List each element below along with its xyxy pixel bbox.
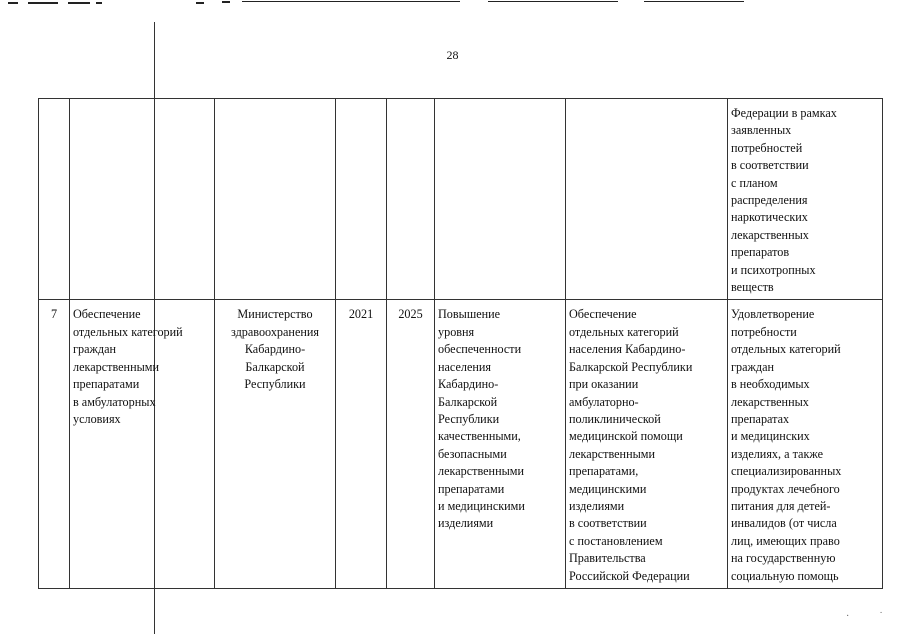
cell-text-line: отдельных категорий	[731, 342, 841, 357]
cell-text-line: наркотических	[731, 210, 808, 225]
cell-text-line: веществ	[731, 280, 774, 295]
cell-text-line: препаратов	[731, 245, 790, 260]
cell-text-line: потребностей	[731, 140, 803, 155]
cell-text-line: 2025	[398, 307, 423, 322]
cell-text-line: препаратами	[73, 377, 140, 392]
cell-text-line: Кабардино-	[244, 342, 306, 357]
cell-expected-result	[435, 300, 566, 589]
cell-text-line: Федерации в рамках	[731, 106, 837, 120]
cell-text-line: отдельных категорий	[569, 324, 679, 339]
cell-text-line: лекарственных	[731, 394, 809, 409]
cell-text	[731, 105, 879, 296]
cell-measure	[70, 99, 215, 300]
cell-text-line: поликлинической	[569, 411, 661, 426]
cell-text-line: лекарственными	[569, 446, 656, 461]
cell-text-line: препаратах	[731, 411, 790, 426]
cell-measure	[70, 300, 215, 589]
cell-text-line: Республики	[244, 377, 306, 392]
cell-text	[731, 306, 879, 585]
cell-number	[39, 300, 70, 589]
cell-text-line: лиц, имеющих право	[731, 533, 840, 548]
cell-text-line: и медицинских	[731, 429, 810, 444]
cell-text-line: медицинской помощи	[569, 429, 683, 444]
cell-text	[569, 306, 724, 585]
cell-end-year	[387, 99, 435, 300]
cell-text-line: отдельных категорий	[73, 324, 183, 339]
cell-text-line: питания для детей-	[731, 498, 831, 513]
cell-text-line: на государственную	[731, 551, 836, 566]
cell-text-line: амбулаторно-	[569, 394, 639, 409]
cell-text-line: Кабардино-	[438, 377, 499, 392]
table-row	[39, 99, 883, 300]
program-table	[38, 98, 883, 589]
cell-text-line: инвалидов (от числа	[731, 516, 837, 531]
cell-responsible	[215, 300, 336, 589]
cell-text-line: Балкарской	[245, 359, 305, 374]
cell-text	[438, 306, 562, 532]
cell-text	[339, 306, 383, 323]
cell-text-line: и психотропных	[731, 262, 816, 277]
cell-text-line: изделиями	[438, 516, 494, 531]
cell-text-line: изделиями	[569, 498, 625, 513]
page-number: 28	[446, 48, 459, 62]
cell-text-line: с постановлением	[569, 533, 663, 548]
cell-text-line: населения Кабардино-	[569, 342, 686, 357]
scan-specks: ·˙	[846, 611, 913, 622]
cell-text-line: и медицинскими	[438, 498, 525, 513]
cell-text-line: изделиях, а также	[731, 446, 824, 461]
cell-text-line: обеспеченности	[438, 342, 522, 357]
cell-text-line: специализированных	[731, 464, 842, 479]
cell-text-line: в амбулаторных	[73, 394, 156, 409]
cell-text-line: Республики	[438, 411, 500, 426]
cell-expected-result	[435, 99, 566, 300]
cell-text-line: препаратами,	[569, 464, 639, 479]
cell-text-line: медицинскими	[569, 481, 647, 496]
cell-text-line: Повышение	[438, 307, 501, 322]
cell-text	[42, 306, 66, 323]
cell-main-directions	[566, 300, 728, 589]
cell-text-line: препаратами	[438, 481, 505, 496]
cell-text-line: населения	[438, 359, 492, 374]
cell-text	[73, 306, 211, 428]
cell-text-line: потребности	[731, 324, 797, 339]
cell-text-line: в соответствии	[569, 516, 647, 531]
cell-end-year	[387, 300, 435, 589]
cell-text-line: лекарственных	[731, 227, 809, 242]
cell-text-line: продуктах лечебного	[731, 481, 840, 496]
cell-text-line: распределения	[731, 193, 808, 208]
table-row	[39, 300, 883, 589]
cell-text-line: заявленных	[731, 123, 792, 138]
cell-text	[390, 306, 431, 323]
cell-responsible	[215, 99, 336, 300]
cell-start-year	[336, 300, 387, 589]
scan-artifacts-top	[0, 0, 905, 8]
cell-text-line: социальную помощь	[731, 568, 839, 583]
cell-text-line: Российской Федерации	[569, 568, 690, 583]
cell-text-line: в соответствии	[731, 158, 809, 173]
cell-text-line: условиях	[73, 411, 121, 426]
cell-text-line: Балкарской Республики	[569, 359, 693, 374]
cell-text-line: при оказании	[569, 377, 639, 392]
cell-text-line: Обеспечение	[569, 307, 637, 322]
cell-text-line: 7	[50, 307, 58, 322]
cell-text-line: уровня	[438, 324, 475, 339]
cell-text-line: Правительства	[569, 551, 646, 566]
cell-text-line: здравоохранения	[230, 324, 320, 339]
cell-text-line: с планом	[731, 175, 778, 190]
cell-text-line: Удовлетворение	[731, 307, 815, 322]
cell-text-line: Министерство	[237, 307, 313, 322]
cell-text-line: лекарственными	[73, 359, 160, 374]
cell-text-line: лекарственными	[438, 464, 525, 479]
cell-main-directions	[566, 99, 728, 300]
cell-text-line: 2021	[348, 307, 374, 322]
cell-text-line: граждан	[73, 342, 117, 357]
cell-text	[218, 306, 332, 393]
cell-number	[39, 99, 70, 300]
cell-text-line: безопасными	[438, 446, 507, 461]
cell-text-line: качественными,	[438, 429, 521, 444]
cell-text-line: Балкарской	[438, 394, 498, 409]
cell-link-indicators	[728, 99, 883, 300]
cell-text-line: граждан	[731, 359, 775, 374]
cell-link-indicators	[728, 300, 883, 589]
cell-text-line: в необходимых	[731, 377, 810, 392]
cell-start-year	[336, 99, 387, 300]
cell-text-line: Обеспечение	[73, 307, 141, 322]
